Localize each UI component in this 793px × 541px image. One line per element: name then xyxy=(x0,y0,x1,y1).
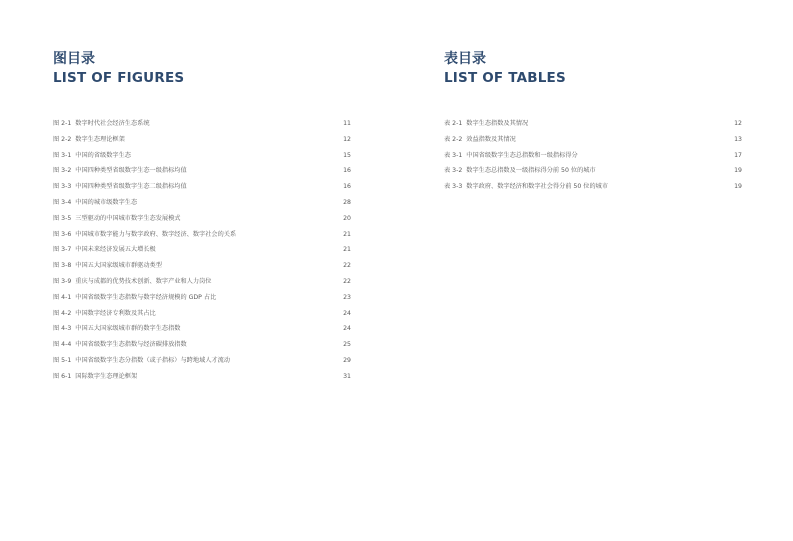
figure-entry-text: 中国省级数字生态指数与经济碳排放指数 xyxy=(75,341,187,349)
figure-entry-number: 图 4-3 xyxy=(53,325,72,333)
table-entry[interactable] xyxy=(444,116,742,132)
figure-entry[interactable] xyxy=(53,242,351,258)
figure-entry[interactable] xyxy=(53,321,351,337)
figure-entry-page-number: 21 xyxy=(343,246,351,254)
table-entry-label xyxy=(444,179,608,195)
figure-entry-label xyxy=(53,132,125,148)
figure-entry-text: 中国未来经济发展五大增长极 xyxy=(75,246,156,254)
figure-entry-text: 中国四种类型省级数字生态二级指标均值 xyxy=(75,183,187,191)
table-entry-label xyxy=(444,132,516,148)
figure-entry-label xyxy=(53,227,236,243)
figure-entry[interactable] xyxy=(53,148,351,164)
figure-entry-number: 图 3-2 xyxy=(53,167,72,175)
table-entry[interactable] xyxy=(444,163,742,179)
figure-entry-number: 图 4-2 xyxy=(53,309,72,317)
figure-entry-text: 中国的省级数字生态 xyxy=(75,151,131,159)
figure-entry-number: 图 3-9 xyxy=(53,277,72,285)
table-entry-page-number: 13 xyxy=(734,135,742,143)
table-entry-page-number: 12 xyxy=(734,120,742,127)
figure-entry-text: 中国省级数字生态分指数（或子指标）与跨地域人才流动 xyxy=(75,356,230,364)
figure-entry-label xyxy=(53,321,180,337)
figure-entry-number: 图 2-1 xyxy=(53,120,72,127)
figure-entry-text: 中国数字经济专利数及其占比 xyxy=(75,309,156,317)
figure-entry-number: 图 3-8 xyxy=(53,262,72,270)
figure-entry-page-number: 31 xyxy=(343,372,351,380)
figure-entry-text: 国际数字生态理论框架 xyxy=(75,372,138,380)
figure-entry-number: 图 4-1 xyxy=(53,293,72,301)
table-entry-text: 中国省级数字生态总指数和一级指标得分 xyxy=(466,151,578,159)
figure-entry-page-number: 12 xyxy=(343,135,351,143)
figure-entry-label xyxy=(53,148,131,164)
table-entry-text: 数字生态指数及其情况 xyxy=(466,120,529,127)
figure-entry-number: 图 2-2 xyxy=(53,135,72,143)
figure-entry-number: 图 3-3 xyxy=(53,183,72,191)
table-entry-number: 表 3-3 xyxy=(444,183,463,191)
table-entry-text: 数字生态总指数及一级指标得分前 50 位的城市 xyxy=(466,167,596,175)
tables-title-cn: 表目录 xyxy=(444,51,486,67)
figure-entry-number: 图 3-1 xyxy=(53,151,72,159)
figure-entry[interactable] xyxy=(53,353,351,369)
table-entry-number: 表 3-1 xyxy=(444,151,463,159)
table-entry-page-number: 19 xyxy=(734,167,742,175)
figure-entry-number: 图 3-7 xyxy=(53,246,72,254)
figure-entry-page-number: 21 xyxy=(343,230,351,238)
figure-entry-page-number: 22 xyxy=(343,277,351,285)
figure-entry-number: 图 3-5 xyxy=(53,214,72,222)
figure-entry-text: 重庆与成都的优势技术创新、数字产业和人力岗位 xyxy=(75,277,212,285)
table-entry-number: 表 2-1 xyxy=(444,120,463,127)
figure-entry-label xyxy=(53,258,162,274)
figure-entry[interactable] xyxy=(53,290,351,306)
figure-entry[interactable] xyxy=(53,116,351,132)
figure-entry[interactable] xyxy=(53,306,351,322)
figure-entry-text: 中国五大国家级城市群的数字生态指数 xyxy=(75,325,181,333)
table-entry-label xyxy=(444,148,578,164)
figure-entry-text: 中国城市数字能力与数字政府、数字经济、数字社会的关系 xyxy=(75,230,237,238)
figure-entry-label xyxy=(53,337,187,353)
figure-entry[interactable] xyxy=(53,132,351,148)
figure-entry-page-number: 20 xyxy=(343,214,351,222)
table-entry-label xyxy=(444,116,528,132)
table-entry-number: 表 3-2 xyxy=(444,167,463,175)
figure-entry-label xyxy=(53,211,180,227)
figure-entry-page-number: 29 xyxy=(343,356,351,364)
figure-entry-label xyxy=(53,353,230,369)
table-entry[interactable] xyxy=(444,148,742,164)
tables-title-en: LIST OF TABLES xyxy=(444,70,566,86)
figure-entry-text: 数字生态理论框架 xyxy=(75,135,125,143)
figure-entry-text: 数字时代社会经济生态系统 xyxy=(75,120,150,127)
figure-entry-number: 图 6-1 xyxy=(53,372,72,380)
figure-entry-text: 三型驱动的中国城市数字生态发展模式 xyxy=(75,214,181,222)
figure-entry-page-number: 23 xyxy=(343,293,351,301)
figure-entry-label xyxy=(53,116,150,132)
figure-entry-label xyxy=(53,274,211,290)
figures-title-en: LIST OF FIGURES xyxy=(53,70,185,86)
table-entry-page-number: 17 xyxy=(734,151,742,159)
table-entry-label xyxy=(444,163,596,179)
figure-entry-text: 中国五大国家级城市群驱动类型 xyxy=(75,262,162,270)
figure-entry-label xyxy=(53,163,187,179)
figure-entry[interactable] xyxy=(53,258,351,274)
table-entry-number: 表 2-2 xyxy=(444,135,463,143)
figure-entry-page-number: 16 xyxy=(343,167,351,175)
figure-entry[interactable] xyxy=(53,369,351,385)
figure-entry-label xyxy=(53,242,156,258)
table-entry[interactable] xyxy=(444,179,742,195)
figure-entry[interactable] xyxy=(53,211,351,227)
figure-entry-page-number: 24 xyxy=(343,325,351,333)
figure-entry-page-number: 24 xyxy=(343,309,351,317)
tables-list xyxy=(444,116,742,195)
table-entry-text: 数字政府、数字经济和数字社会得分前 50 位的城市 xyxy=(466,183,609,191)
figure-entry-label xyxy=(53,195,137,211)
figure-entry-number: 图 3-4 xyxy=(53,198,72,206)
figure-entry[interactable] xyxy=(53,337,351,353)
figure-entry-number: 图 3-6 xyxy=(53,230,72,238)
figures-title-cn: 图目录 xyxy=(53,51,95,67)
figure-entry-page-number: 16 xyxy=(343,183,351,191)
figure-entry[interactable] xyxy=(53,274,351,290)
figure-entry-text: 中国四种类型省级数字生态一级指标均值 xyxy=(75,167,187,175)
figure-entry[interactable] xyxy=(53,179,351,195)
figure-entry-label xyxy=(53,306,156,322)
figure-entry-label xyxy=(53,290,216,306)
table-entry-text: 效益指数及其情况 xyxy=(466,135,516,143)
figure-entry-page-number: 15 xyxy=(343,151,351,159)
figure-entry-number: 图 4-4 xyxy=(53,341,72,349)
figure-entry[interactable] xyxy=(53,227,351,243)
figure-entry-page-number: 11 xyxy=(343,120,351,127)
figure-entry-page-number: 25 xyxy=(343,341,351,349)
figure-entry-text: 中国的城市级数字生态 xyxy=(75,198,138,206)
figure-entry[interactable] xyxy=(53,195,351,211)
table-entry[interactable] xyxy=(444,132,742,148)
figure-entry-page-number: 28 xyxy=(343,198,351,206)
figure-entry-text: 中国省级数字生态指数与数字经济规模的 GDP 占比 xyxy=(75,293,217,301)
figure-entry-label xyxy=(53,369,137,385)
figure-entry-number: 图 5-1 xyxy=(53,356,72,364)
figure-entry[interactable] xyxy=(53,163,351,179)
table-entry-page-number: 19 xyxy=(734,183,742,191)
figure-entry-label xyxy=(53,179,187,195)
figures-list xyxy=(53,116,351,385)
figure-entry-page-number: 22 xyxy=(343,262,351,270)
